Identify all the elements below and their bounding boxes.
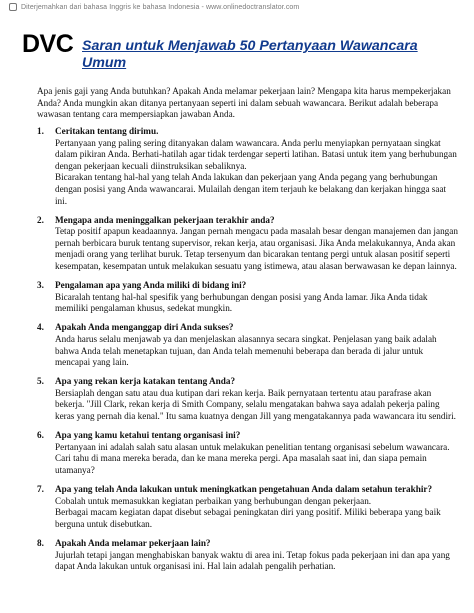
question-title: Apa yang kamu ketahui tentang organisasi ini? <box>55 430 241 441</box>
page-title: Saran untuk Menjawab 50 Pertanyaan Wawancara Umum <box>82 38 418 71</box>
question-number: 6. <box>37 430 44 441</box>
question-title: Apakah Anda menganggap diri Anda sukses? <box>55 322 234 333</box>
question-item <box>37 280 459 315</box>
intro-paragraph: Apa jenis gaji yang Anda butuhkan? Apakah Anda melamar pekerjaan lain? Mengapa kita harus mempekerjakan Anda? Anda mungkin akan ditanya pertanyaan seperti ini dalam sebuah wawancara. Berikut adalah beberapa wawasan tentang cara mempersiapkan jawaban Anda. <box>37 86 451 120</box>
question-number: 4. <box>37 322 44 333</box>
question-title: Pengalaman apa yang Anda miliki di bidang ini? <box>55 280 247 291</box>
question-number: 1. <box>37 126 44 136</box>
file-icon <box>9 3 17 11</box>
question-answer: Tetap positif apapun keadaannya. Jangan pernah mengacu pada masalah besar dengan manajemen dan jangan pernah berbicara buruk tentang supervisor, rekan kerja, atau organisasi. Jika Anda melakukannya, Anda akan menjadi orang yang terlihat buruk. Tetap tersenyum dan bicarakan tentang pergi untuk alasan positif seperti kesempatan, kesempatan untuk melakukan sesuatu yang istimewa, atau alasan berwawasan ke depan lainnya. <box>55 226 458 272</box>
question-answer: Bersiaplah dengan satu atau dua kutipan dari rekan kerja. Baik pernyataan tertentu atau parafrase akan bekerja. "Jill Clark, rekan kerja di Smith Company, selalu mengatakan bahwa saya adalah pekerja paling keras yang pernah dia kenal." Itu sama kuatnya dengan Jill yang mengatakannya pada wawancara itu sendiri. <box>55 387 456 422</box>
question-answer: Pertanyaan ini adalah salah satu alasan untuk melakukan penelitian tentang organisasi sebelum wawancara. Cari tahu di mana mereka berada, dan ke mana mereka pergi. Apa masalah saat ini, dan siapa pemain utamanya? <box>55 441 450 475</box>
question-title: Mengapa anda meninggalkan pekerjaan terakhir anda? <box>55 214 275 225</box>
question-item <box>37 430 459 476</box>
question-item <box>37 376 459 422</box>
question-answer: Jujurlah tetapi jangan menghabiskan banyak waktu di area ini. Tetap fokus pada pekerjaan ini dan apa yang dapat Anda lakukan untuk organisasi ini. Hal lain adalah pengalih perhatian. <box>55 549 450 572</box>
question-list <box>37 126 459 580</box>
dvc-logo: DVC <box>22 30 74 58</box>
translation-banner <box>0 0 474 14</box>
question-answer: Anda harus selalu menjawab ya dan menjelaskan alasannya secara singkat. Penjelasan yang baik adalah bahwa Anda telah menetapkan tujuan, dan Anda telah memenuhi beberapa dan berada di jalur untuk mencapai yang lain. <box>55 334 437 368</box>
question-title: Apa yang rekan kerja katakan tentang Anda? <box>55 376 236 387</box>
question-item <box>37 484 459 530</box>
question-answer: Cobalah untuk memasukkan kegiatan perbaikan yang berhubungan dengan pekerjaan. Berbagai macam kegiatan dapat disebut sebagai peningkatan diri yang positif. Miliki beberapa yang baik berguna untuk disebutkan. <box>55 495 441 529</box>
question-number: 7. <box>37 484 44 495</box>
question-answer: Pertanyaan yang paling sering ditanyakan dalam wawancara. Anda perlu menyiapkan pernyataan singkat dalam pikiran Anda. Berhati-hatilah agar tidak terdengar seperti latihan. Batasi untuk item yang berhubungan dengan pekerjaan kecuali diinstruksikan sebaliknya. Bicarakan tentang hal-hal yang telah Anda lakukan dan pekerjaan yang Anda pegang yang berhubungan dengan posisi yang Anda wawancarai. Mulailah dengan item terjauh ke belakang dan kerjakan hingga saat ini. <box>55 137 457 206</box>
question-item <box>37 215 459 273</box>
question-answer: Bicaralah tentang hal-hal spesifik yang berhubungan dengan posisi yang Anda lamar. Jika Anda tidak memiliki pengalaman khusus, sedekat mungkin. <box>55 291 428 314</box>
translation-banner-text[interactable]: Diterjemahkan dari bahasa Inggris ke bahasa Indonesia - www.onlinedoctranslator.com <box>21 3 300 11</box>
question-item <box>37 126 459 207</box>
question-number: 5. <box>37 376 44 387</box>
question-number: 2. <box>37 214 44 225</box>
question-item <box>37 322 459 368</box>
question-title: Apa yang telah Anda lakukan untuk meningkatkan pengetahuan Anda dalam setahun terakhir? <box>55 484 433 495</box>
question-number: 8. <box>37 537 44 548</box>
question-number: 3. <box>37 280 44 291</box>
question-title: Apakah Anda melamar pekerjaan lain? <box>55 537 211 548</box>
question-title: Ceritakan tentang dirimu. <box>55 126 159 136</box>
question-item <box>37 538 459 573</box>
